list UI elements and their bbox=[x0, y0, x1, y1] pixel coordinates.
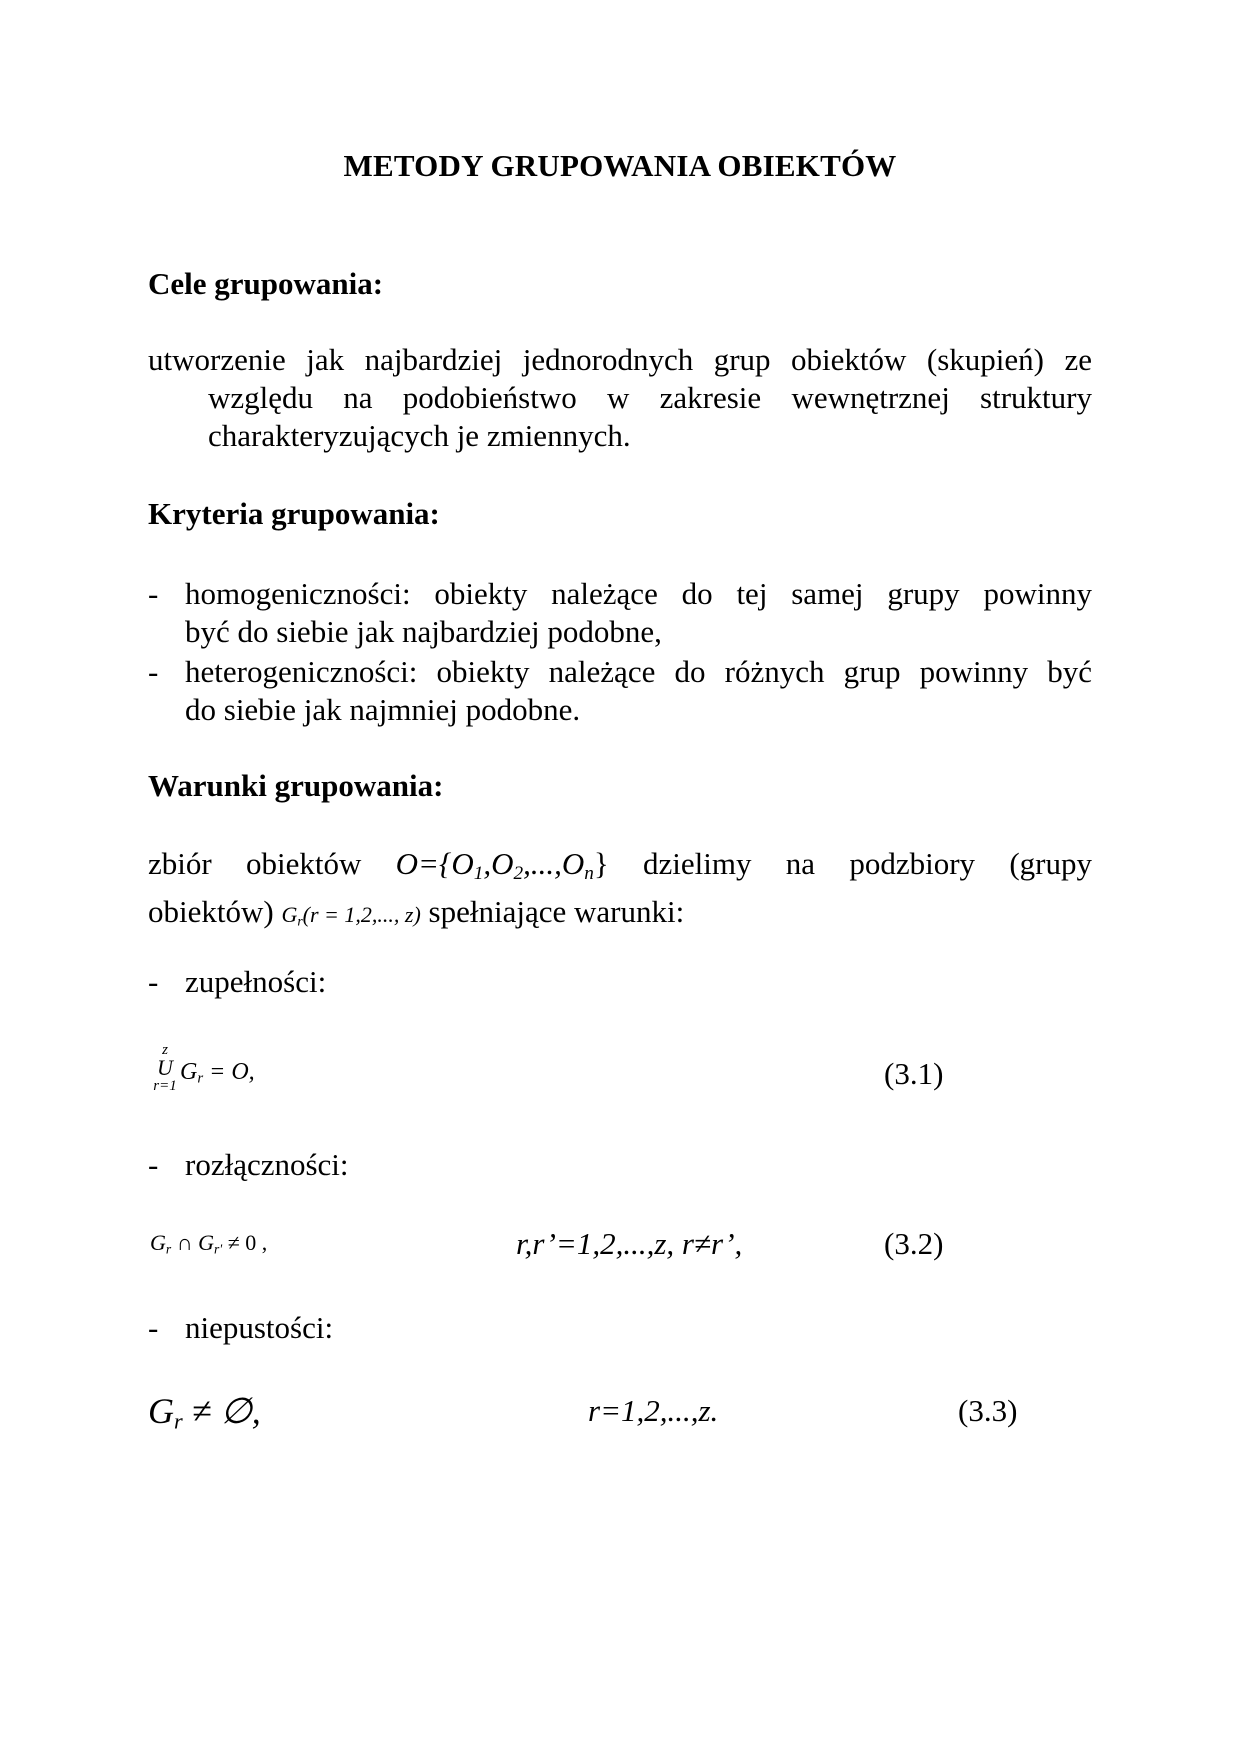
group-symbol: G bbox=[180, 1059, 198, 1085]
equation-number-3-3: (3.3) bbox=[958, 1393, 1018, 1428]
equation-number-3-2: (3.2) bbox=[884, 1226, 944, 1261]
bullet-dash: - bbox=[148, 964, 159, 999]
criteria-item-line: być do siebie jak najbardziej podobne, bbox=[185, 614, 662, 649]
subscript: r' bbox=[213, 1241, 223, 1257]
formula-rest: ≠ 0 , bbox=[222, 1230, 268, 1255]
formula-3-1 bbox=[180, 1059, 255, 1088]
formula-rest: = O, bbox=[203, 1059, 255, 1085]
goals-line-3: charakteryzujących je zmiennych. bbox=[208, 418, 631, 453]
subscript: n bbox=[584, 862, 594, 884]
group-symbol: G bbox=[148, 1391, 174, 1431]
bullet-dash: - bbox=[148, 576, 159, 611]
union-symbol: U bbox=[157, 1055, 173, 1080]
equation-number-3-1: (3.1) bbox=[884, 1056, 944, 1091]
bullet-dash: - bbox=[148, 1310, 159, 1345]
subscript: r bbox=[174, 1408, 183, 1434]
union-upper-limit: z bbox=[162, 1042, 168, 1058]
condition-disjointness bbox=[148, 1146, 1092, 1184]
subscript: r bbox=[297, 913, 303, 929]
condition-completeness bbox=[148, 963, 1092, 1001]
heading-goals: Cele grupowania: bbox=[148, 266, 384, 301]
set-definition bbox=[395, 846, 594, 884]
intersection-symbol: ∩ bbox=[171, 1230, 199, 1255]
union-lower-limit: r=1 bbox=[153, 1078, 177, 1094]
heading-conditions: Warunki grupowania: bbox=[148, 768, 444, 803]
set-sep: ,...,O bbox=[523, 846, 585, 881]
condition-label: niepustości: bbox=[185, 1310, 334, 1345]
criteria-item-heterogeneity bbox=[148, 653, 1092, 729]
conditions-intro bbox=[148, 845, 1092, 940]
conditions-intro-line-1 bbox=[148, 845, 1092, 893]
set-symbol: O bbox=[395, 846, 419, 881]
condition-range-3-2: r,r’=1,2,...,z, r≠r’, bbox=[516, 1226, 743, 1261]
intro-prefix: zbiór obiektów bbox=[148, 846, 362, 881]
bullet-dash: - bbox=[148, 654, 159, 689]
condition-nonemptiness bbox=[148, 1309, 1092, 1347]
group-notation bbox=[281, 902, 420, 927]
set-open: ={O bbox=[418, 846, 474, 881]
intro-prefix-2: obiektów) bbox=[148, 893, 274, 929]
subscript: 1 bbox=[473, 862, 484, 884]
set-close: } bbox=[593, 846, 609, 881]
group-symbol: G bbox=[198, 1230, 214, 1255]
group-symbol: G bbox=[281, 901, 298, 927]
subscript: 2 bbox=[513, 862, 524, 884]
bullet-dash: - bbox=[148, 1147, 159, 1182]
goals-line-2: względu na podobieństwo w zakresie wewnętrznej struktury bbox=[208, 380, 1092, 415]
conditions-intro-line-2 bbox=[148, 893, 1092, 940]
goals-paragraph bbox=[148, 341, 1092, 455]
subscript: r bbox=[165, 1241, 172, 1257]
criteria-item-line: homogeniczności: obiekty należące do tej samej grupy powinny bbox=[185, 576, 1092, 611]
formula-rest: ≠ ∅, bbox=[182, 1391, 261, 1431]
union-operator bbox=[150, 1043, 180, 1093]
condition-label: rozłączności: bbox=[185, 1147, 349, 1182]
heading-criteria: Kryteria grupowania: bbox=[148, 496, 440, 531]
intro-suffix: dzielimy na podzbiory (grupy bbox=[643, 846, 1092, 881]
criteria-item-homogeneity bbox=[148, 575, 1092, 651]
goals-line-1: utworzenie jak najbardziej jednorodnych grup obiektów (skupień) ze bbox=[148, 342, 1092, 377]
group-index-range: (r = 1,2,..., z) bbox=[302, 901, 421, 927]
condition-range-3-3: r=1,2,...,z. bbox=[588, 1393, 719, 1428]
intro-suffix-2: spełniające warunki: bbox=[428, 893, 685, 929]
set-sep: ,O bbox=[483, 846, 514, 881]
criteria-item-line: do siebie jak najmniej podobne. bbox=[185, 692, 581, 727]
subscript: r bbox=[197, 1070, 204, 1087]
formula-3-3 bbox=[148, 1390, 261, 1435]
condition-label: zupełności: bbox=[185, 964, 327, 999]
criteria-item-line: heterogeniczności: obiekty należące do różnych grup powinny być bbox=[185, 654, 1092, 689]
formula-3-2 bbox=[150, 1230, 267, 1257]
group-symbol: G bbox=[150, 1230, 166, 1255]
document-title: METODY GRUPOWANIA OBIEKTÓW bbox=[343, 148, 897, 183]
